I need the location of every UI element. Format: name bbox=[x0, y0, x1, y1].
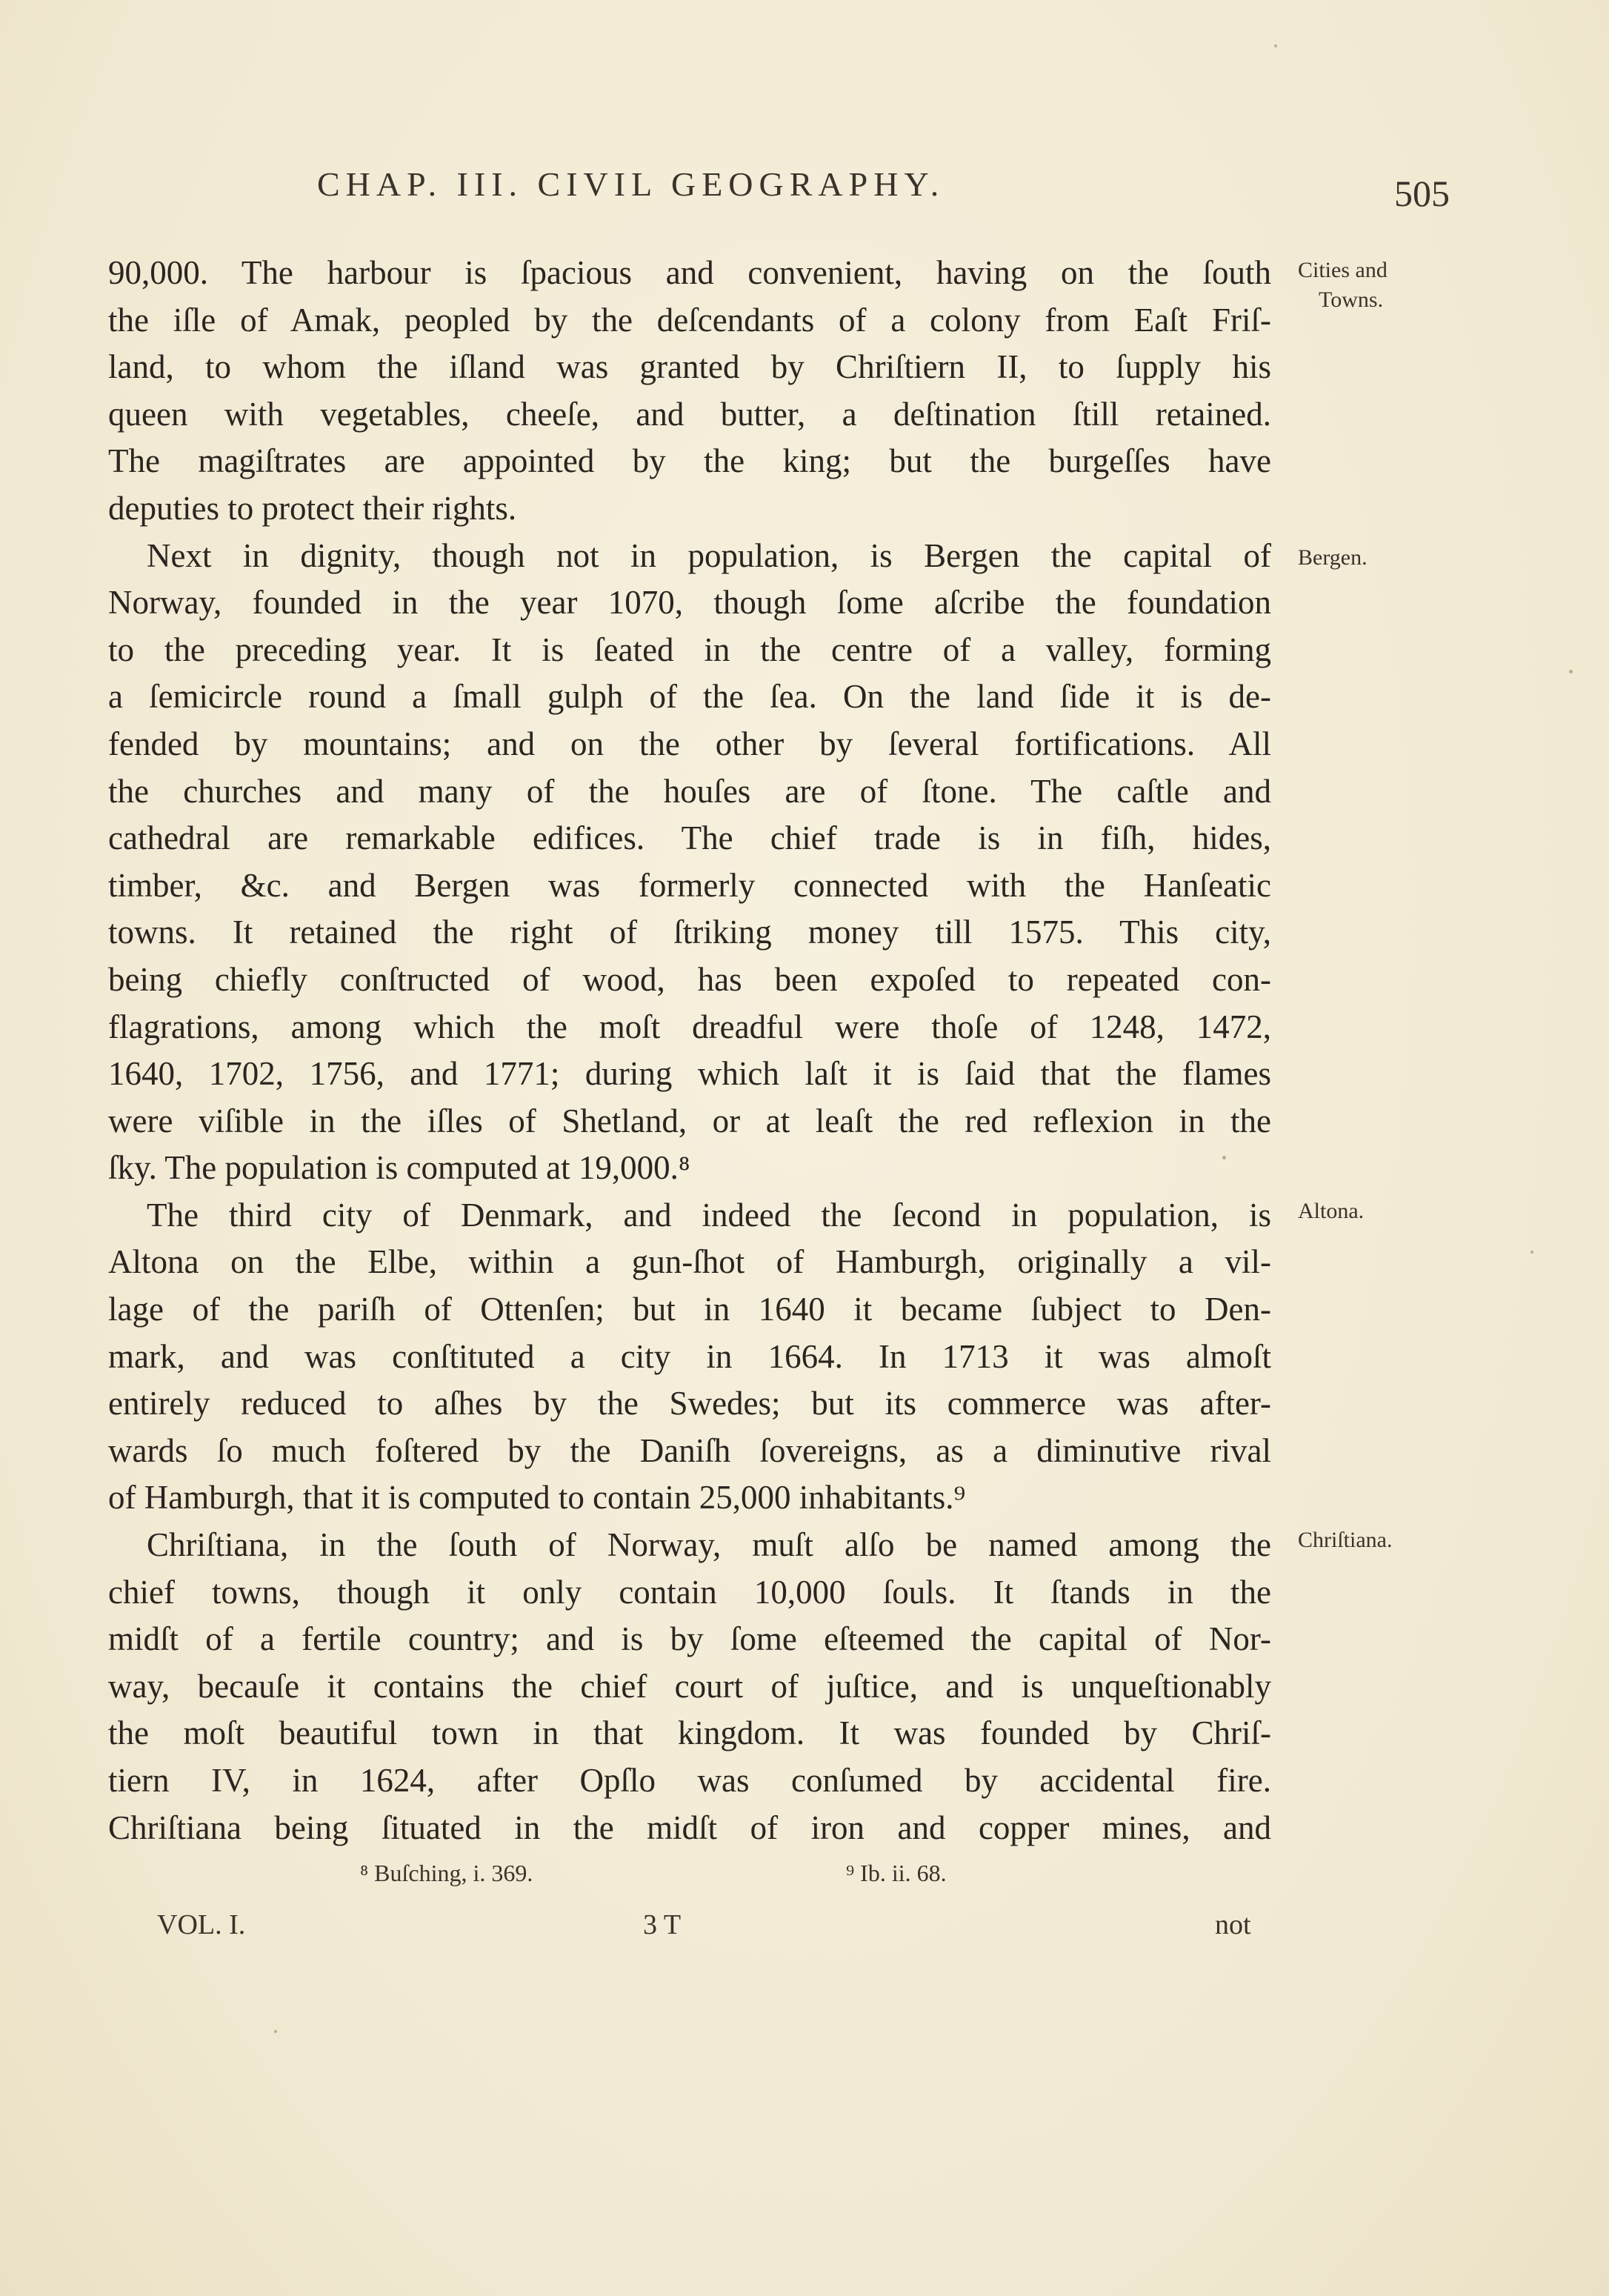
running-head: CHAP. III. CIVIL GEOGRAPHY. bbox=[317, 165, 945, 203]
paper-speck bbox=[1569, 670, 1573, 673]
text-line: 1640, 1702, 1756, and 1771; during which laſt it is ſaid that the flames bbox=[108, 1055, 1271, 1093]
text-line: way, becauſe it contains the chief court of juſtice, and is unqueſtionably bbox=[108, 1667, 1271, 1705]
text-line: chief towns, though it only contain 10,000 ſouls. It ſtands in the bbox=[108, 1573, 1271, 1611]
text-line: mark, and was conſtituted a city in 1664. In 1713 it was almoſt bbox=[108, 1337, 1271, 1375]
text-line: queen with vegetables, cheeſe, and butter, a deſtination ſtill retained. bbox=[108, 395, 1271, 433]
text-line: Chriſtiana, in the ſouth of Norway, muſt alſo be named among the bbox=[147, 1526, 1271, 1564]
text-line: deputies to protect their rights. bbox=[108, 489, 517, 527]
text-line: a ſemicircle round a ſmall gulph of the ſea. On the land ſide it is de- bbox=[108, 678, 1271, 716]
margin-note-altona: Altona. bbox=[1298, 1199, 1365, 1223]
volume-label: VOL. I. bbox=[157, 1909, 246, 1940]
paper-speck bbox=[1274, 44, 1277, 47]
margin-note-christiana: Chriſtiana. bbox=[1298, 1528, 1393, 1552]
text-line: of Hamburgh, that it is computed to contain 25,000 inhabitants.⁹ bbox=[108, 1479, 966, 1517]
text-line: were viſible in the iſles of Shetland, or at leaſt the red reflexion in the bbox=[108, 1102, 1271, 1139]
text-line: being chiefly conſtructed of wood, has been expoſed to repeated con- bbox=[108, 960, 1271, 998]
text-line: Altona on the Elbe, within a gun-ſhot of Hamburgh, originally a vil- bbox=[108, 1243, 1271, 1281]
text-line: ſky. The population is computed at 19,000.⁸ bbox=[108, 1149, 690, 1187]
text-line: wards ſo much foſtered by the Daniſh ſovereigns, as a diminutive rival bbox=[108, 1431, 1271, 1469]
footnote-8: ⁸ Buſching, i. 369. bbox=[360, 1860, 533, 1886]
text-line: entirely reduced to aſhes by the Swedes; but its commerce was after- bbox=[108, 1385, 1271, 1422]
footnote-9: ⁹ Ib. ii. 68. bbox=[846, 1860, 947, 1886]
text-line: lage of the pariſh of Ottenſen; but in 1640 it became ſubject to Den- bbox=[108, 1291, 1271, 1328]
text-line: flagrations, among which the moſt dreadful were thoſe of 1248, 1472, bbox=[108, 1008, 1271, 1045]
text-line: Next in dignity, though not in population, is Bergen the capital of bbox=[147, 536, 1271, 574]
text-line: The magiſtrates are appointed by the king; but the burgeſſes have bbox=[108, 442, 1271, 480]
text-line: to the preceding year. It is ſeated in the centre of a valley, forming bbox=[108, 630, 1271, 668]
page-number: 505 bbox=[1394, 173, 1450, 214]
text-line: tiern IV, in 1624, after Opſlo was conſumed by accidental fire. bbox=[108, 1762, 1271, 1799]
margin-note-cities: Cities and bbox=[1298, 258, 1388, 282]
text-line: 90,000. The harbour is ſpacious and convenient, having on the ſouth bbox=[108, 254, 1271, 291]
text-line: timber, &c. and Bergen was formerly connected with the Hanſeatic bbox=[108, 866, 1271, 904]
text-line: the iſle of Amak, peopled by the deſcendants of a colony from Eaſt Friſ- bbox=[108, 301, 1271, 339]
paper-speck bbox=[1530, 1251, 1533, 1254]
margin-note-bergen: Bergen. bbox=[1298, 545, 1368, 570]
margin-note-towns: Towns. bbox=[1319, 287, 1384, 312]
text-line: towns. It retained the right of ſtriking money till 1575. This city, bbox=[108, 914, 1271, 951]
text-line: the churches and many of the houſes are of ſtone. The caſtle and bbox=[108, 772, 1271, 810]
text-line: Chriſtiana being ſituated in the midſt of iron and copper mines, and bbox=[108, 1808, 1271, 1846]
text-line: midſt of a fertile country; and is by ſome eſteemed the capital of Nor- bbox=[108, 1620, 1271, 1658]
body-text bbox=[108, 250, 1271, 1851]
text-line: the moſt beautiful town in that kingdom. It was founded by Chriſ- bbox=[108, 1714, 1271, 1752]
paper-speck bbox=[1222, 1156, 1226, 1159]
text-line: The third city of Denmark, and indeed the ſecond in population, is bbox=[147, 1196, 1271, 1234]
text-line: fended by mountains; and on the other by ſeveral fortifications. All bbox=[108, 725, 1271, 762]
catchword: not bbox=[1215, 1909, 1251, 1940]
text-line: Norway, founded in the year 1070, though ſome aſcribe the foundation bbox=[108, 584, 1271, 622]
paper-speck bbox=[274, 2030, 277, 2033]
text-line: cathedral are remarkable edifices. The chief trade is in fiſh, hides, bbox=[108, 819, 1271, 857]
text-line: land, to whom the iſland was granted by Chriſtiern II, to ſupply his bbox=[108, 348, 1271, 386]
signature-mark: 3 T bbox=[643, 1909, 682, 1940]
